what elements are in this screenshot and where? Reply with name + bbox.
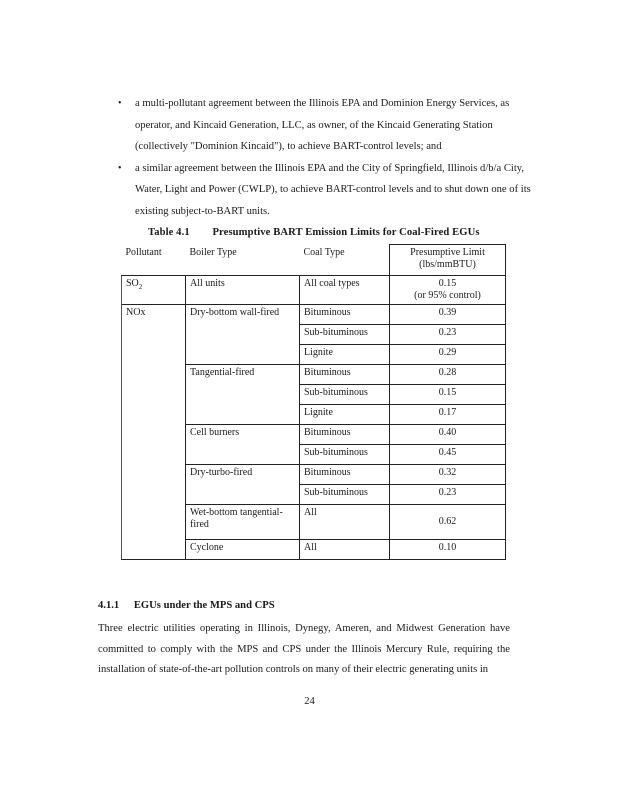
cell-coal: Lignite [300, 345, 390, 365]
cell-limit: 0.32 [390, 465, 506, 485]
cell-boiler [186, 385, 300, 405]
pollutant-text: SO [126, 278, 139, 289]
cell-pollutant [122, 425, 186, 445]
header-presumptive-limit [390, 245, 506, 276]
table-row [122, 405, 506, 425]
cell-coal: Lignite [300, 405, 390, 425]
header-coal-type: Coal Type [300, 245, 390, 276]
table-row [122, 485, 506, 505]
section-heading [98, 600, 275, 611]
header-boiler-type: Boiler Type [186, 245, 300, 276]
cell-boiler [186, 485, 300, 505]
cell-boiler [186, 405, 300, 425]
cell-pollutant [122, 325, 186, 345]
table-header-row [122, 245, 506, 276]
section-paragraph: Three electric utilities operating in Illinois, Dynegy, Ameren, and Midwest Generation have committed to comply with the MPS and CPS under the Illinois Mercury Rule, requiring the installation of state-of-the-art pollution controls on many of their electric generating units in [98, 623, 510, 676]
bullet-icon: • [118, 162, 122, 174]
cell-limit: 0.17 [390, 405, 506, 425]
bullet-icon: • [118, 98, 122, 109]
cell-pollutant [122, 405, 186, 425]
cell-boiler: Dry-bottom wall-fired [186, 305, 300, 325]
bullet-text: a multi-pollutant agreement between the Illinois EPA and Dominion Energy Services, as operator, and Kincaid Generation, LLC, as owner, of the Kincaid Generating Station (collectively "Dominion Kincaid"), to achieve BART-control levels; and [135, 98, 510, 152]
limit-note: (or 95% control) [414, 290, 481, 301]
table-row [122, 425, 506, 445]
header-pollutant: Pollutant [122, 245, 186, 276]
table-row [122, 305, 506, 325]
cell-boiler [186, 445, 300, 465]
cell-limit: 0.10 [390, 540, 506, 560]
section-title: EGUs under the MPS and CPS [133, 600, 275, 611]
cell-pollutant [122, 365, 186, 385]
section-number: 4.1.1 [98, 600, 120, 611]
cell-pollutant [122, 345, 186, 365]
table-row [122, 445, 506, 465]
cell-boiler: All units [186, 276, 300, 305]
cell-boiler: Dry-turbo-fired [186, 465, 300, 485]
pollutant-subscript: 2 [138, 283, 143, 291]
cell-pollutant: NOx [122, 305, 186, 325]
cell-coal: All [300, 540, 390, 560]
table-row [122, 276, 506, 305]
table-row [122, 465, 506, 485]
cell-boiler [186, 325, 300, 345]
cell-boiler: Tangential-fired [186, 365, 300, 385]
cell-pollutant [122, 540, 186, 560]
cell-boiler: Cell burners [186, 425, 300, 445]
cell-pollutant [122, 445, 186, 465]
cell-boiler [186, 345, 300, 365]
cell-limit: 0.15 [390, 385, 506, 405]
cell-coal: Sub-bituminous [300, 445, 390, 465]
cell-coal: All coal types [300, 276, 390, 305]
cell-limit: 0.62 [390, 505, 506, 540]
cell-pollutant [122, 485, 186, 505]
table-row [122, 325, 506, 345]
bullet-list [118, 93, 538, 222]
cell-pollutant [122, 385, 186, 405]
cell-coal: Bituminous [300, 305, 390, 325]
table-row [122, 505, 506, 540]
cell-limit [390, 276, 506, 305]
cell-coal: Sub-bituminous [300, 325, 390, 345]
header-limit-unit: (lbs/mmBTU) [419, 259, 476, 270]
cell-coal: Sub-bituminous [300, 385, 390, 405]
cell-limit: 0.28 [390, 365, 506, 385]
cell-limit: 0.39 [390, 305, 506, 325]
cell-coal: Sub-bituminous [300, 485, 390, 505]
table-row [122, 385, 506, 405]
table-caption [148, 227, 480, 238]
page-number: 24 [304, 696, 315, 707]
cell-pollutant [122, 505, 186, 540]
table-number: Table 4.1 [148, 227, 190, 238]
table-row [122, 540, 506, 560]
cell-pollutant [122, 465, 186, 485]
cell-limit: 0.23 [390, 325, 506, 345]
cell-coal: Bituminous [300, 465, 390, 485]
limit-value: 0.15 [438, 278, 457, 289]
cell-pollutant [122, 276, 186, 305]
bart-limits-table [121, 244, 506, 560]
bullet-item [118, 158, 538, 223]
cell-limit: 0.40 [390, 425, 506, 445]
table-title: Presumptive BART Emission Limits for Coal-Fired EGUs [212, 227, 480, 238]
cell-limit: 0.45 [390, 445, 506, 465]
cell-boiler: Cyclone [186, 540, 300, 560]
cell-coal: All [300, 505, 390, 540]
header-limit-label: Presumptive Limit [410, 247, 485, 258]
cell-limit: 0.29 [390, 345, 506, 365]
bullet-text: a similar agreement between the Illinois EPA and the City of Springfield, Illinois d/b/a City, Water, Light and Power (CWLP), to achieve BART-control levels and to shut down one of its existing subject-to-BART units. [135, 162, 531, 217]
table-row [122, 345, 506, 365]
cell-limit: 0.23 [390, 485, 506, 505]
cell-coal: Bituminous [300, 365, 390, 385]
table-row [122, 365, 506, 385]
cell-coal: Bituminous [300, 425, 390, 445]
bullet-item [118, 93, 538, 158]
cell-boiler: Wet-bottom tangential-fired [186, 505, 300, 540]
